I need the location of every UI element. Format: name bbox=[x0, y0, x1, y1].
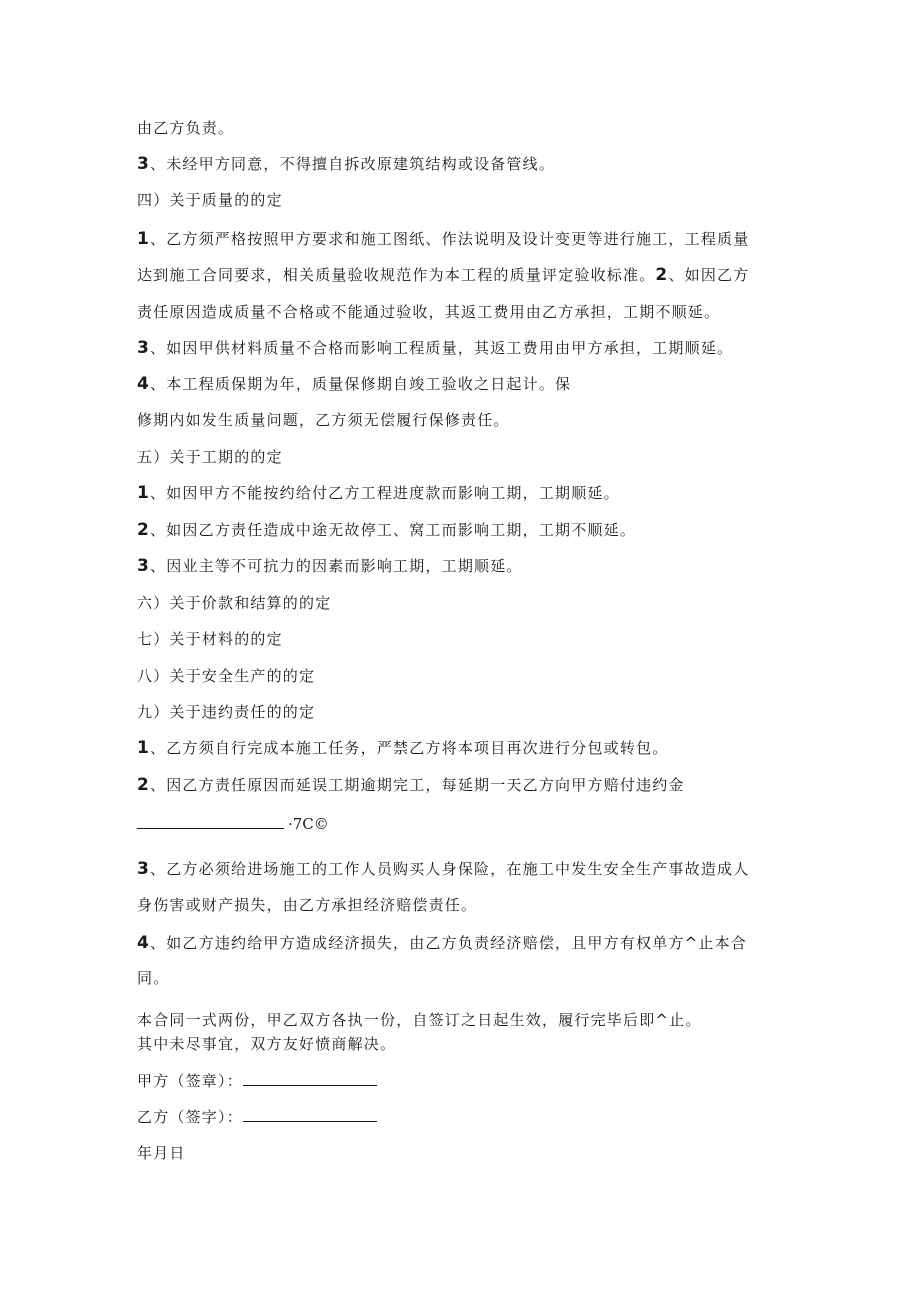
line-text: 、本工程质保期为年，质量保修期自竣工验收之日起计。保 bbox=[150, 375, 572, 393]
section-heading bbox=[137, 629, 283, 649]
section-heading bbox=[137, 702, 315, 722]
date-label: 年月日 bbox=[137, 1144, 186, 1162]
line-text: 其中未尽事宜，双方友好愤商解决。 bbox=[137, 1035, 397, 1053]
party-b-label: 乙方（签字）： bbox=[137, 1108, 243, 1126]
clause-number: 3 bbox=[137, 556, 151, 576]
line-text: 由乙方负责。 bbox=[137, 119, 235, 137]
section-heading bbox=[137, 447, 283, 467]
amount-blank[interactable] bbox=[137, 814, 284, 829]
line-text: 五）关于工期的的定 bbox=[137, 448, 283, 466]
paragraph-line bbox=[137, 933, 747, 953]
line-text: 责任原因造成质量不合格或不能通过验收，其返工费用由乙方承担，工期不顺延。 bbox=[137, 303, 721, 321]
clause-number: 3 bbox=[137, 154, 151, 174]
paragraph-line bbox=[137, 859, 749, 879]
section-heading bbox=[137, 593, 331, 613]
paragraph-line bbox=[137, 556, 523, 576]
paragraph-line bbox=[137, 374, 571, 394]
paragraph-line bbox=[137, 410, 510, 430]
line-text: 、如因甲方不能按约给付乙方工程进度款而影响工期，工期顺延。 bbox=[150, 484, 620, 502]
party-b-signature-field[interactable] bbox=[243, 1107, 377, 1122]
line-text: 、如乙方违约给甲方造成经济损失，由乙方负责经济赔偿，且甲方有权单方^止本合 bbox=[150, 934, 748, 952]
paragraph-line bbox=[137, 738, 668, 758]
line-text: 、如因乙方责任造成中途无故停工、窝工而影响工期，工期不顺延。 bbox=[150, 521, 637, 539]
line-text: 、未经甲方同意，不得擅自拆改原建筑结构或设备管线。 bbox=[150, 155, 556, 173]
line-text: 、如因乙方 bbox=[668, 266, 750, 284]
clause-number: 2 bbox=[655, 265, 669, 285]
paragraph-line bbox=[137, 302, 720, 322]
line-text: 同。 bbox=[137, 969, 170, 987]
paragraph-line bbox=[137, 895, 477, 915]
penalty-amount-line bbox=[137, 814, 329, 834]
line-text: 、如因甲供材料质量不合格而影响工程质量，其返工费用由甲方承担，工期顺延。 bbox=[150, 339, 734, 357]
paragraph-line bbox=[137, 775, 685, 795]
party-a-signature-field[interactable] bbox=[243, 1071, 377, 1086]
clause-number: 3 bbox=[137, 338, 151, 358]
paragraph-line bbox=[137, 338, 733, 358]
paragraph-line bbox=[137, 968, 169, 988]
paragraph-line bbox=[137, 265, 749, 285]
date-row bbox=[137, 1143, 186, 1163]
line-text: 七）关于材料的的定 bbox=[137, 630, 283, 648]
clause-number: 1 bbox=[137, 738, 151, 758]
line-text: 、乙方须严格按照甲方要求和施工图纸、作法说明及设计变更等进行施工，工程质量 bbox=[150, 230, 750, 248]
clause-number: 1 bbox=[137, 229, 151, 249]
amount-suffix: ·7C© bbox=[288, 815, 329, 833]
clause-number: 2 bbox=[137, 520, 151, 540]
party-b-signature-row bbox=[137, 1107, 377, 1127]
section-heading bbox=[137, 666, 315, 686]
line-text: 身伤害或财产损失，由乙方承担经济赔偿责任。 bbox=[137, 896, 478, 914]
paragraph-line bbox=[137, 154, 555, 174]
line-text: 、因业主等不可抗力的因素而影响工期，工期顺延。 bbox=[150, 557, 523, 575]
clause-number: 3 bbox=[137, 859, 151, 879]
paragraph-line bbox=[137, 1010, 702, 1030]
line-text: 、乙方须自行完成本施工任务，严禁乙方将本项目再次进行分包或转包。 bbox=[150, 739, 669, 757]
line-text: 八）关于安全生产的的定 bbox=[137, 667, 316, 685]
line-text: 本合同一式两份，甲乙双方各执一份，自签订之日起生效，履行完毕后即^止。 bbox=[137, 1011, 702, 1029]
paragraph-line bbox=[137, 1034, 396, 1054]
clause-number: 4 bbox=[137, 374, 151, 394]
line-text: 、乙方必须给进场施工的工作人员购买人身保险，在施工中发生安全生产事故造成人 bbox=[150, 860, 750, 878]
party-a-label: 甲方（签章）： bbox=[137, 1072, 243, 1090]
line-text: 、因乙方责任原因而延误工期逾期完工，每延期一天乙方向甲方赔付违约金 bbox=[150, 776, 685, 794]
line-text: 修期内如发生质量问题，乙方须无偿履行保修责任。 bbox=[137, 411, 510, 429]
clause-number: 2 bbox=[137, 775, 151, 795]
clause-number: 1 bbox=[137, 483, 151, 503]
paragraph-line bbox=[137, 229, 749, 249]
line-text: 九）关于违约责任的的定 bbox=[137, 703, 316, 721]
line-text: 达到施工合同要求，相关质量验收规范作为本工程的质量评定验收标准。 bbox=[137, 266, 656, 284]
line-text: 四）关于质量的的定 bbox=[137, 191, 283, 209]
paragraph-line bbox=[137, 118, 234, 138]
paragraph-line bbox=[137, 483, 620, 503]
clause-number: 4 bbox=[137, 933, 151, 953]
paragraph-line bbox=[137, 520, 636, 540]
party-a-signature-row bbox=[137, 1071, 377, 1091]
section-heading bbox=[137, 190, 283, 210]
line-text: 六）关于价款和结算的的定 bbox=[137, 594, 332, 612]
